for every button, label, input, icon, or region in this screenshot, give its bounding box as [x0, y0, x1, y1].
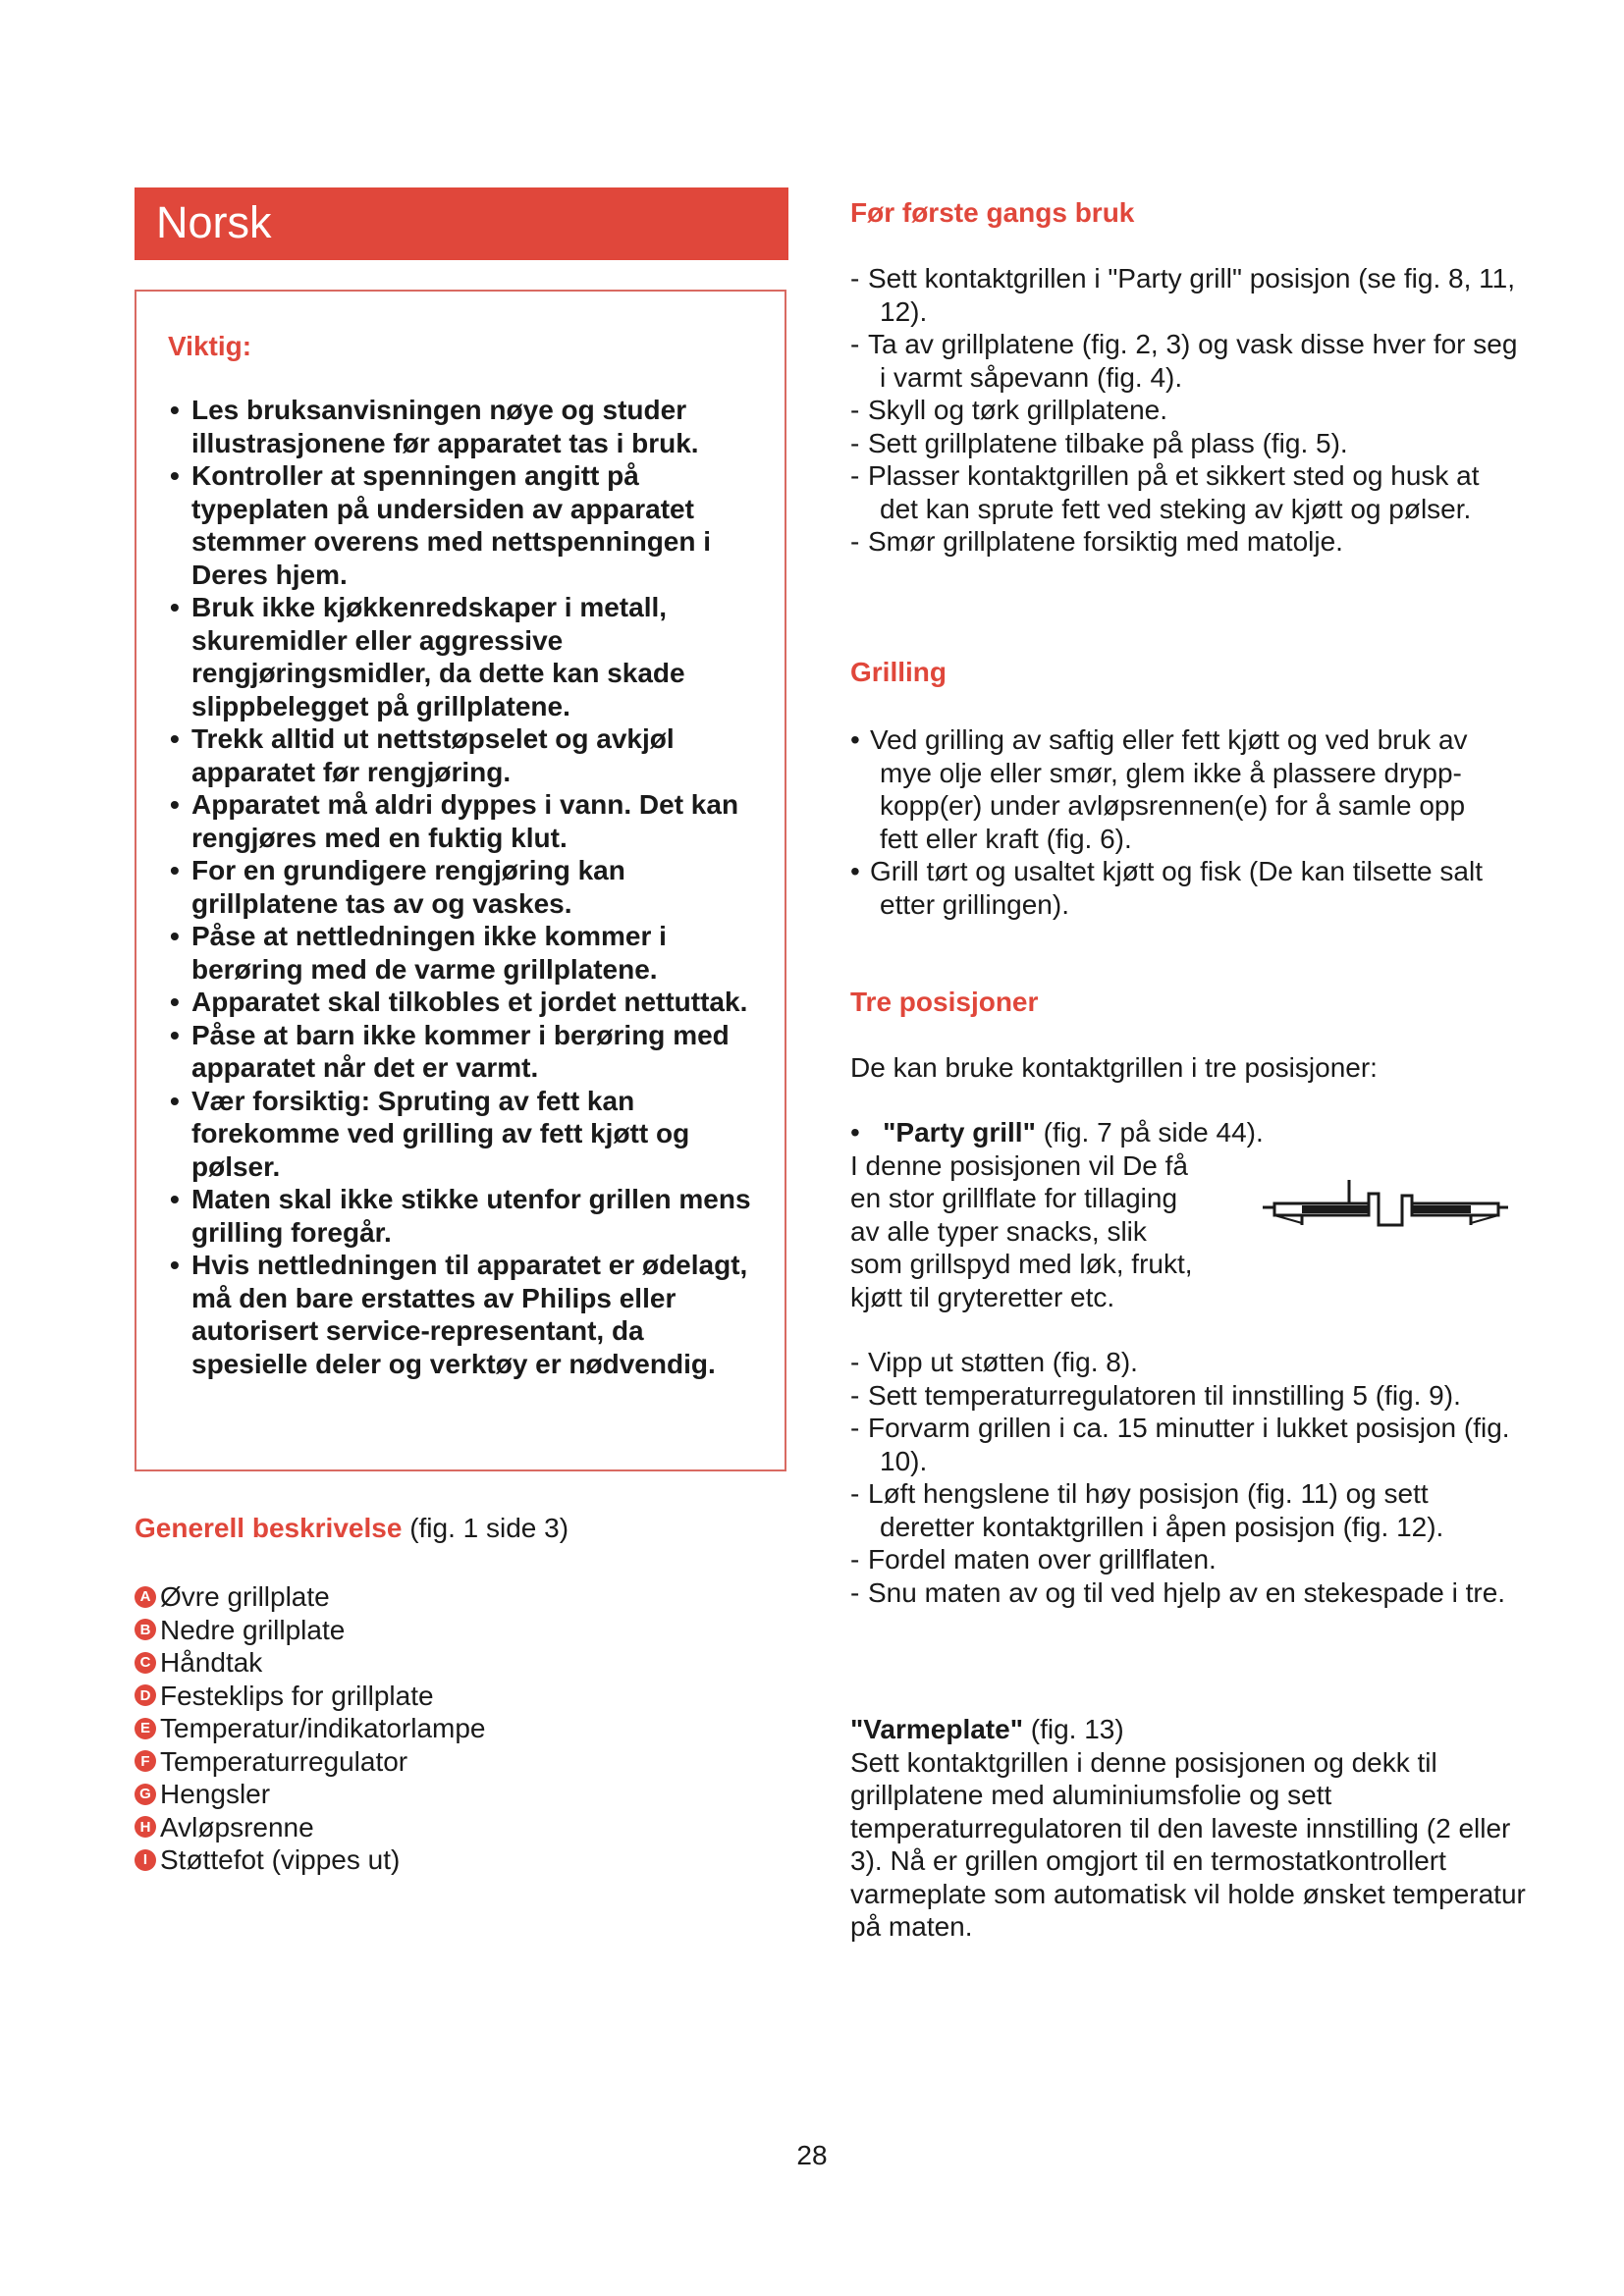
language-title: Norsk	[156, 197, 272, 247]
part-item	[135, 1646, 486, 1680]
important-item: • For en grundigere rengjøring kan grillplatene tas av og vaskes.	[168, 854, 757, 920]
bullet-glyph: •	[850, 1117, 884, 1148]
important-item: • Vær forsiktig: Spruting av fett kan forekomme ved grilling av fett kjøtt og pølser.	[168, 1085, 757, 1184]
party-grill-title-line	[850, 1116, 1538, 1149]
first-use-steps	[850, 262, 1518, 559]
party-grill-line: kjøtt til gryteretter etc.	[850, 1281, 1115, 1312]
party-grill-ref: (fig. 7 på side 44).	[1043, 1117, 1264, 1148]
part-letter-badge: I	[135, 1849, 156, 1871]
important-item: • Les bruksanvisningen nøye og studer illustrasjonene før apparatet tas i bruk.	[168, 394, 757, 459]
parts-list	[135, 1580, 486, 1877]
part-label: Nedre grillplate	[160, 1614, 346, 1645]
part-item	[135, 1712, 486, 1745]
part-label: Håndtak	[160, 1647, 263, 1678]
important-item: • Maten skal ikke stikke utenfor grillen mens grilling foregår.	[168, 1183, 757, 1249]
general-description-heading	[135, 1513, 568, 1544]
party-grill-step: - Forvarm grillen i ca. 15 minutter i lukket posisjon (fig. 10).	[850, 1412, 1518, 1477]
important-item: • Apparatet må aldri dyppes i vann. Det kan rengjøres med en fuktig klut.	[168, 788, 757, 854]
important-item: • Hvis nettledningen til apparatet er ødelagt, må den bare erstattes av Philips eller autorisert service-representant, da spesielle deler og verktøy er nødvendig.	[168, 1249, 757, 1380]
important-heading: Viktig:	[168, 331, 252, 361]
page-number: 28	[796, 2140, 828, 2170]
important-notice-box	[135, 290, 786, 1471]
party-grill-line: som grillspyd med løk, frukt,	[850, 1249, 1193, 1279]
part-letter-badge: H	[135, 1816, 156, 1838]
part-label: Øvre grillplate	[160, 1581, 330, 1612]
party-grill-title: "Party grill"	[883, 1117, 1036, 1148]
party-grill-step: - Snu maten av og til ved hjelp av en stekespade i tre.	[850, 1576, 1518, 1610]
first-use-step: - Sett kontaktgrillen i "Party grill" posisjon (se fig. 8, 11, 12).	[850, 262, 1518, 328]
first-use-step: - Plasser kontaktgrillen på et sikkert sted og husk at det kan sprute fett ved steking av kjøtt og pølser.	[850, 459, 1518, 525]
party-grill-illustration	[1263, 1176, 1508, 1251]
part-letter-badge: F	[135, 1750, 156, 1772]
grilling-item: • Ved grilling av saftig eller fett kjøtt og ved bruk av mye olje eller smør, glem ikke å plassere drypp-kopp(er) under avløpsrennen(e) for å samle opp fett eller kraft (fig. 6).	[850, 723, 1498, 855]
important-item: • Påse at nettledningen ikke kommer i berøring med de varme grillplatene.	[168, 920, 757, 986]
varmeplate-text: Sett kontaktgrillen i denne posisjonen og dekk til grillplatene med aluminiumsfolie og sett temperaturregulatoren til den laveste innstilling (2 eller 3). Nå er grillen omgjort til en termostatkontrollert varmeplate som automatisk vil holde ønsket temperatur på maten.	[850, 1746, 1526, 1942]
first-use-step: - Skyll og tørk grillplatene.	[850, 394, 1518, 427]
first-use-step: - Ta av grillplatene (fig. 2, 3) og vask disse hver for seg i varmt såpevann (fig. 4).	[850, 328, 1518, 394]
important-item: • Kontroller at spenningen angitt på typeplaten på undersiden av apparatet stemmer overens med nettspenningen i Deres hjem.	[168, 459, 757, 591]
part-item	[135, 1778, 486, 1811]
varmeplate-ref: (fig. 13)	[1030, 1714, 1124, 1744]
party-grill-line: I denne posisjonen vil De få	[850, 1149, 1188, 1181]
party-grill-line: en stor grillflate for tillaging	[850, 1183, 1178, 1213]
part-item	[135, 1614, 486, 1647]
part-item	[135, 1680, 486, 1713]
varmeplate-title: "Varmeplate"	[850, 1714, 1023, 1744]
important-item: • Apparatet skal tilkobles et jordet nettuttak.	[168, 986, 757, 1019]
grilling-heading: Grilling	[850, 657, 947, 687]
part-item	[135, 1843, 486, 1877]
important-list	[168, 394, 757, 1380]
first-use-step: - Smør grillplatene forsiktig med matolje.	[850, 525, 1518, 559]
language-banner	[135, 187, 788, 260]
part-label: Støttefot (vippes ut)	[160, 1844, 401, 1875]
part-label: Temperatur/indikatorlampe	[160, 1713, 486, 1743]
part-item	[135, 1811, 486, 1844]
part-letter-badge: E	[135, 1718, 156, 1739]
positions-heading: Tre posisjoner	[850, 987, 1039, 1017]
part-item	[135, 1745, 486, 1779]
part-label: Avløpsrenne	[160, 1811, 314, 1842]
varmeplate-block	[850, 1713, 1538, 1944]
party-grill-step: - Løft hengslene til høy posisjon (fig. 11) og sett deretter kontaktgrillen i åpen posisjon (fig. 12).	[850, 1477, 1518, 1543]
part-item	[135, 1580, 486, 1614]
party-grill-step: - Sett temperaturregulatoren til innstilling 5 (fig. 9).	[850, 1379, 1518, 1413]
party-grill-step: - Fordel maten over grillflaten.	[850, 1543, 1518, 1576]
part-letter-badge: D	[135, 1684, 156, 1706]
party-grill-step: - Vipp ut støtten (fig. 8).	[850, 1346, 1518, 1379]
important-item: • Bruk ikke kjøkkenredskaper i metall, skuremidler eller aggressive rengjøringsmidler, da dette kan skade slippbelegget på grillplatene.	[168, 591, 757, 722]
party-grill-line: av alle typer snacks, slik	[850, 1215, 1147, 1247]
general-description-ref: (fig. 1 side 3)	[409, 1513, 569, 1543]
important-item: • Påse at barn ikke kommer i berøring med apparatet når det er varmt.	[168, 1019, 757, 1085]
varmeplate-title-line	[850, 1713, 1538, 1746]
part-label: Temperaturregulator	[160, 1745, 408, 1777]
part-letter-badge: B	[135, 1619, 156, 1640]
part-letter-badge: A	[135, 1586, 156, 1608]
positions-intro: De kan bruke kontaktgrillen i tre posisjoner:	[850, 1052, 1378, 1083]
part-label: Hengsler	[160, 1779, 271, 1809]
part-letter-badge: G	[135, 1784, 156, 1805]
general-description-title: Generell beskrivelse	[135, 1513, 403, 1543]
part-letter-badge: C	[135, 1652, 156, 1674]
grilling-list	[850, 723, 1498, 921]
party-grill-steps	[850, 1346, 1518, 1609]
first-use-step: - Sett grillplatene tilbake på plass (fig. 5).	[850, 427, 1518, 460]
important-item: • Trekk alltid ut nettstøpselet og avkjøl apparatet før rengjøring.	[168, 722, 757, 788]
part-label: Festeklips for grillplate	[160, 1680, 434, 1711]
first-use-heading: Før første gangs bruk	[850, 197, 1135, 228]
grilling-item: • Grill tørt og usaltet kjøtt og fisk (De kan tilsette salt etter grillingen).	[850, 855, 1498, 921]
